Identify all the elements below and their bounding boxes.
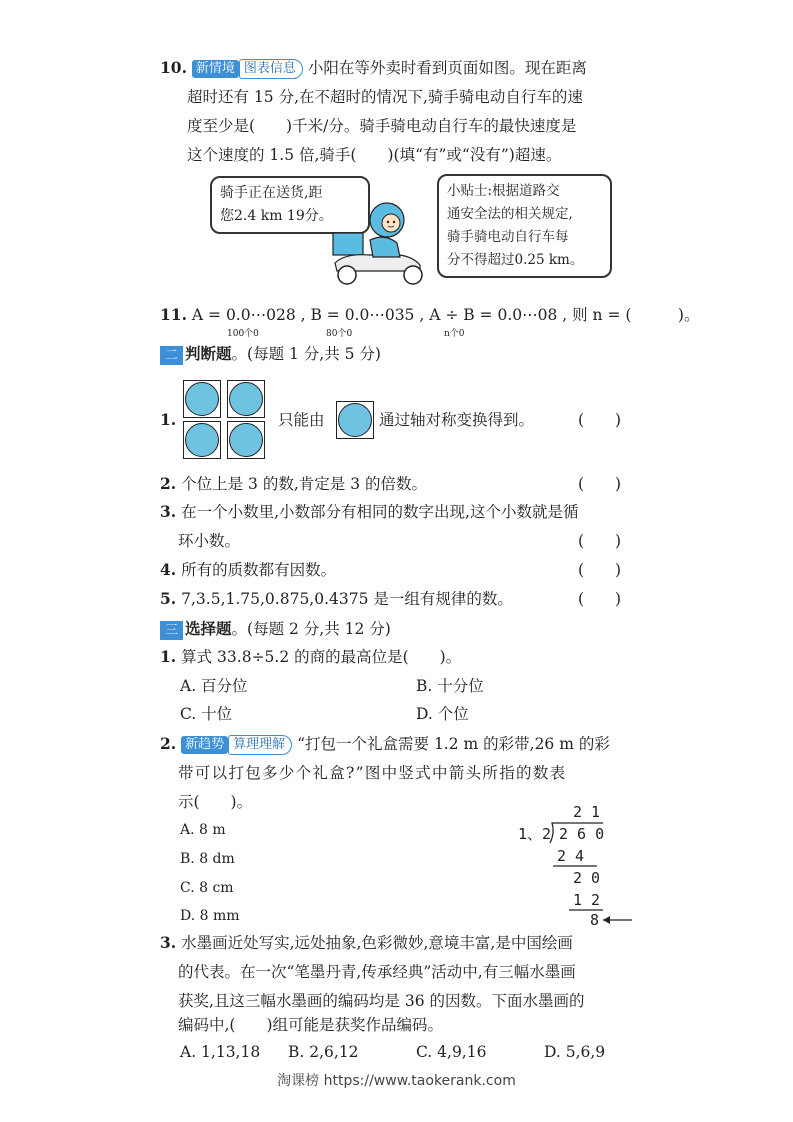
q11-sub-80-zeros: 80个0	[326, 329, 353, 339]
long-division-figure	[515, 803, 635, 928]
division-lines	[515, 803, 635, 928]
division-remainder: 8	[590, 911, 600, 929]
s3-q3-option-c[interactable]: C. 4,9,16	[416, 1043, 487, 1061]
s3-q2-text-line1: “打包一个礼盒需要 1.2 m 的彩带,26 m 的彩	[297, 735, 610, 753]
s2-q3-text: 在一个小数里,小数部分有相同的数字出现,这个小数就是循	[181, 503, 579, 521]
section3-note: 。(每题 2 分,共 12 分)	[231, 620, 391, 638]
s3-q1-number: 1.	[160, 647, 177, 666]
division-divisor: 1、2	[518, 825, 552, 843]
q10-text-line4: 这个速度的 1.5 倍,骑手( )(填“有”或“没有”)超速。	[187, 146, 562, 164]
arrow-head-icon	[603, 916, 610, 924]
s2-q5-text: 7,3.5,1.75,0.875,0.4375 是一组有规律的数。	[181, 590, 513, 608]
s3-q3-text-line4: 编码中,( )组可能是获奖作品编码。	[178, 1016, 444, 1034]
q11-number: 11.	[160, 305, 187, 324]
division-step-1: 2 4	[557, 847, 585, 865]
bubble2-line2: 通安全法的相关规定,	[447, 206, 573, 222]
s3-q2-option-b[interactable]: B. 8 dm	[180, 851, 235, 867]
s3-q2-text-line3: 示( )。	[178, 793, 253, 811]
grid-circle-2	[227, 380, 265, 418]
s2-q5-number: 5.	[160, 589, 177, 608]
s3-q1-option-d[interactable]: D. 个位	[416, 705, 469, 723]
s3-q1-text: 算式 33.8÷5.2 的商的最高位是( )。	[181, 648, 462, 666]
bubble2-line1: 小贴士:根据道路交	[447, 183, 560, 199]
q11-sub-100-zeros: 100个0	[227, 329, 259, 339]
safety-tip-bubble	[437, 174, 612, 278]
s3-q3-option-b[interactable]: B. 2,6,12	[288, 1043, 359, 1061]
section2-heading	[160, 343, 381, 365]
bubble1-line1: 骑手正在送货,距	[220, 185, 323, 201]
grid-circle-3	[183, 421, 221, 459]
s2-q1-text-b: 通过轴对称变换得到。	[379, 411, 535, 429]
q11-text: A = 0.0⋯028 , B = 0.0⋯035 , A ÷ B = 0.0⋯08 , 则 n = ( )。	[191, 306, 700, 324]
delivery-rider-illustration	[325, 195, 435, 295]
footer-watermark: 淘课榜 https://www.taokerank.com	[277, 1073, 516, 1089]
section2-badge: 二	[160, 346, 183, 365]
s2-q5-answer-paren[interactable]: ( )	[578, 590, 622, 608]
q10-tag-new-context: 新情境	[192, 60, 239, 78]
s3-q3-number: 3.	[160, 933, 177, 952]
division-quotient: 2 1	[573, 803, 601, 821]
q11-sub-n-zeros: n个0	[444, 329, 465, 339]
section2-note: 。(每题 1 分,共 5 分)	[231, 345, 381, 363]
single-circle-figure	[336, 401, 374, 439]
q10-text-line3: 度至少是( )千米/分。骑手骑电动自行车的最快速度是	[187, 117, 577, 135]
s3-q2-tag-reasoning: 算理理解	[228, 735, 292, 755]
bubble2-line3: 骑手骑电动自行车每	[447, 229, 569, 245]
q10-text-line2: 超时还有 15 分,在不超时的情况下,骑手骑电动自行车的速	[187, 88, 583, 106]
q10-tag-chart-info: 图表信息	[239, 59, 303, 79]
s3-q3-option-a[interactable]: A. 1,13,18	[180, 1043, 261, 1061]
section2-title: 判断题	[185, 344, 232, 363]
division-dividend: 2 6 0	[559, 825, 605, 843]
s2-q1-text-a: 只能由	[278, 411, 325, 429]
s3-q1-option-a[interactable]: A. 百分位	[180, 677, 248, 695]
s3-q1-option-c[interactable]: C. 十位	[180, 705, 233, 723]
s3-q3-option-d[interactable]: D. 5,6,9	[544, 1043, 606, 1061]
s2-q1-number: 1.	[160, 410, 177, 429]
grid-circle-1	[183, 380, 221, 418]
division-step-2: 2 0	[573, 869, 601, 887]
q10-text-line1: 小阳在等外卖时看到页面如图。现在距离	[307, 59, 587, 77]
s2-q2-text: 个位上是 3 的数,肯定是 3 的倍数。	[181, 475, 427, 493]
s3-q2-option-d[interactable]: D. 8 mm	[180, 908, 240, 924]
s3-q2-option-a[interactable]: A. 8 m	[180, 822, 226, 838]
s2-q2-number: 2.	[160, 474, 177, 493]
s3-q3-text-line1: 水墨画近处写实,远处抽象,色彩微妙,意境丰富,是中国绘画	[181, 934, 573, 952]
s3-q2-text-line2: 带可以打包多少个礼盒?”图中竖式中箭头所指的数表	[178, 764, 567, 782]
s2-q3-text-line2: 环小数。	[178, 532, 241, 550]
s3-q2-tag-new-trend: 新趋势	[181, 736, 228, 754]
section3-title: 选择题	[185, 619, 232, 638]
bubble2-line4: 分不得超过0.25 km。	[447, 252, 584, 268]
section3-badge: 三	[160, 621, 183, 640]
s2-q4-answer-paren[interactable]: ( )	[578, 561, 622, 579]
s3-q2-option-c[interactable]: C. 8 cm	[180, 880, 234, 896]
bubble1-line2: 您2.4 km 19分。	[220, 208, 333, 224]
s3-q3-text-line3: 获奖,且这三幅水墨画的编码均是 36 的因数。下面水墨画的	[178, 992, 585, 1010]
s3-q1-option-b[interactable]: B. 十分位	[416, 677, 484, 695]
s2-q4-number: 4.	[160, 560, 177, 579]
s2-q4-text: 所有的质数都有因数。	[181, 561, 337, 579]
division-step-3: 1 2	[573, 891, 601, 909]
s3-q2-number: 2.	[160, 734, 177, 753]
s3-q3-text-line2: 的代表。在一次“笔墨丹青,传承经典”活动中,有三幅水墨画	[178, 963, 576, 981]
q10-number: 10.	[160, 58, 187, 77]
grid-circle-4	[227, 421, 265, 459]
s2-q3-answer-paren[interactable]: ( )	[578, 532, 622, 550]
s2-q2-answer-paren[interactable]: ( )	[578, 475, 622, 493]
s2-q1-answer-paren[interactable]: ( )	[578, 411, 622, 429]
section3-heading	[160, 618, 391, 640]
s2-q3-number: 3.	[160, 502, 177, 521]
